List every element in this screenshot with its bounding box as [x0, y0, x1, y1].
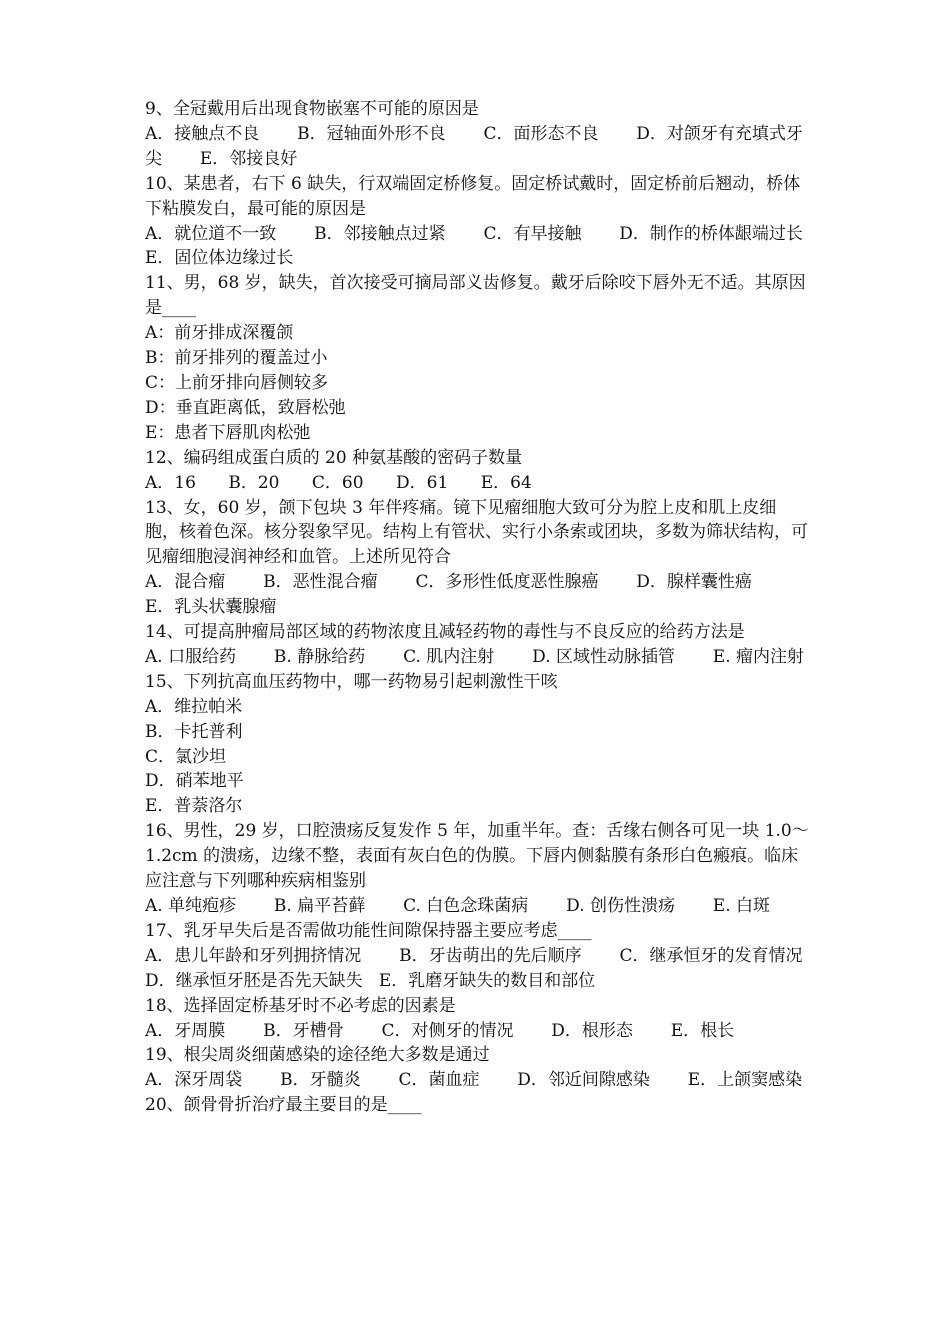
option-e: E．乳磨牙缺失的数目和部位 — [378, 970, 596, 991]
question-17 — [145, 919, 810, 994]
option-b: B：前牙排列的覆盖过小 — [145, 348, 328, 369]
question-20 — [145, 1093, 810, 1118]
option-c: C．对侧牙的情况 — [381, 1020, 514, 1041]
question-stem: 18、选择固定桥基牙时不必考虑的因素是 — [145, 995, 456, 1016]
question-14 — [145, 620, 810, 670]
option-e: E. 白斑 — [712, 896, 770, 916]
question-stem: 20、颌骨骨折治疗最主要目的是____ — [145, 1095, 422, 1116]
question-12 — [145, 446, 810, 496]
option-b: B．牙槽骨 — [263, 1020, 344, 1041]
option-b: B．20 — [228, 472, 280, 493]
option-c: C. 肌内注射 — [403, 646, 495, 667]
option-d: D．腺样囊性癌 — [636, 572, 752, 593]
options-row — [145, 222, 810, 272]
option-c: C．有早接触 — [483, 223, 582, 244]
option-d: D．制作的桥体龈端过长 — [619, 223, 803, 244]
option-c: C．60 — [311, 472, 364, 493]
option-c: C．氯沙坦 — [145, 746, 227, 767]
option-a: A．混合瘤 — [145, 572, 226, 593]
option-e: E. 瘤内注射 — [712, 646, 804, 667]
options-row — [145, 1068, 810, 1093]
option-b: B．卡托普利 — [145, 721, 243, 742]
option-b: B．恶性混合瘤 — [263, 572, 378, 593]
document-page — [145, 97, 810, 1118]
option-a: A．维拉帕米 — [145, 696, 243, 717]
option-e: E．上颌窦感染 — [687, 1070, 803, 1091]
question-10 — [145, 172, 810, 272]
option-c: C．面形态不良 — [483, 123, 599, 144]
question-stem: 9、全冠戴用后出现食物嵌塞不可能的原因是 — [145, 99, 479, 119]
option-d: D. 区域性动脉插管 — [532, 646, 675, 667]
option-e: E．乳头状囊腺瘤 — [145, 597, 277, 618]
question-13 — [145, 496, 810, 621]
option-a: A．接触点不良 — [145, 123, 260, 144]
option-a: A．就位道不一致 — [145, 223, 277, 244]
question-stem: 12、编码组成蛋白质的 20 种氨基酸的密码子数量 — [145, 447, 523, 468]
question-18 — [145, 994, 810, 1044]
option-d: D．根形态 — [551, 1020, 633, 1041]
option-b: B．牙齿萌出的先后顺序 — [399, 945, 582, 966]
option-a: A．16 — [145, 472, 196, 493]
options-row — [145, 1019, 810, 1044]
question-stem: 19、根尖周炎细菌感染的途径绝大多数是通过 — [145, 1045, 490, 1066]
option-d: D．继承恒牙胚是否先天缺失 — [145, 970, 363, 991]
question-16 — [145, 819, 810, 919]
option-b: B. 扁平苔藓 — [273, 896, 366, 916]
option-d: D．61 — [396, 472, 449, 493]
option-e: E．普萘洛尔 — [145, 796, 243, 817]
option-c: C．多形性低度恶性腺癌 — [415, 572, 599, 593]
option-d: D．邻近间隙感染 — [517, 1070, 650, 1091]
question-15 — [145, 670, 810, 819]
option-e: E．邻接良好 — [199, 148, 298, 169]
option-e: E：患者下唇肌肉松弛 — [145, 422, 311, 443]
option-d: D．对颌牙有充填式牙尖 — [145, 123, 803, 169]
question-9 — [145, 97, 810, 172]
question-stem: 11、男，68 岁，缺失，首次接受可摘局部义齿修复。戴牙后除咬下唇外无不适。其原因是____ — [145, 273, 806, 319]
option-c: C. 白色念珠菌病 — [403, 896, 529, 916]
question-stem: 17、乳牙早失后是否需做功能性间隙保持器主要应考虑____ — [145, 920, 592, 941]
option-b: B．牙髓炎 — [280, 1070, 361, 1091]
options-row — [145, 570, 810, 620]
question-stem: 15、下列抗高血压药物中，哪一药物易引起刺激性干咳 — [145, 671, 558, 692]
question-stem: 10、某患者，右下 6 缺失，行双端固定桥修复。固定桥试戴时，固定桥前后翘动，桥体下粘膜发白，最可能的原因是 — [145, 173, 801, 219]
options-row — [145, 645, 810, 670]
option-a: A．患儿年龄和牙列拥挤情况 — [145, 945, 362, 966]
option-e: E．64 — [480, 472, 532, 493]
option-d: D：垂直距离低，致唇松弛 — [145, 397, 346, 418]
option-a: A. 口服给药 — [145, 646, 237, 667]
option-a: A：前牙排成深覆颌 — [145, 323, 294, 344]
option-c: C．菌血症 — [398, 1070, 480, 1091]
question-11 — [145, 271, 810, 445]
option-d: D. 创伤性溃疡 — [566, 896, 675, 916]
option-b: B．冠轴面外形不良 — [297, 123, 446, 144]
question-stem: 16、男性，29 岁，口腔溃疡反复发作 5 年，加重半年。查：舌缘右侧各可见一块 1.0～1.2cm 的溃疡，边缘不整，表面有灰白色的伪膜。下唇内侧黏膜有条形白色瘢痕。临床应注意与下列哪种疾病相鉴别 — [145, 821, 809, 892]
options-row — [145, 471, 810, 496]
option-c: C：上前牙排向唇侧较多 — [145, 372, 329, 393]
question-19 — [145, 1043, 810, 1093]
option-c: C．继承恒牙的发育情况 — [619, 945, 803, 966]
question-stem: 14、可提高肿瘤局部区域的药物浓度且减轻药物的毒性与不良反应的给药方法是 — [145, 622, 745, 643]
options-row — [145, 894, 810, 919]
option-a: A. 单纯疱疹 — [145, 896, 237, 916]
option-a: A．深牙周袋 — [145, 1070, 243, 1091]
option-e: E．固位体边缘过长 — [145, 248, 294, 269]
option-b: B. 静脉给药 — [273, 646, 366, 667]
option-b: B．邻接触点过紧 — [314, 223, 446, 244]
options-row — [145, 944, 810, 994]
option-a: A．牙周膜 — [145, 1020, 226, 1041]
option-d: D．硝苯地平 — [145, 771, 244, 792]
question-stem: 13、女，60 岁，颌下包块 3 年伴疼痛。镜下见瘤细胞大致可分为腔上皮和肌上皮细胞，核着色深。核分裂象罕见。结构上有管状、实行小条索或团块，多数为筛状结构，可见瘤细胞浸润神经和血管。上述所见符合 — [145, 497, 808, 568]
option-e: E．根长 — [670, 1020, 735, 1041]
options-row — [145, 122, 810, 172]
